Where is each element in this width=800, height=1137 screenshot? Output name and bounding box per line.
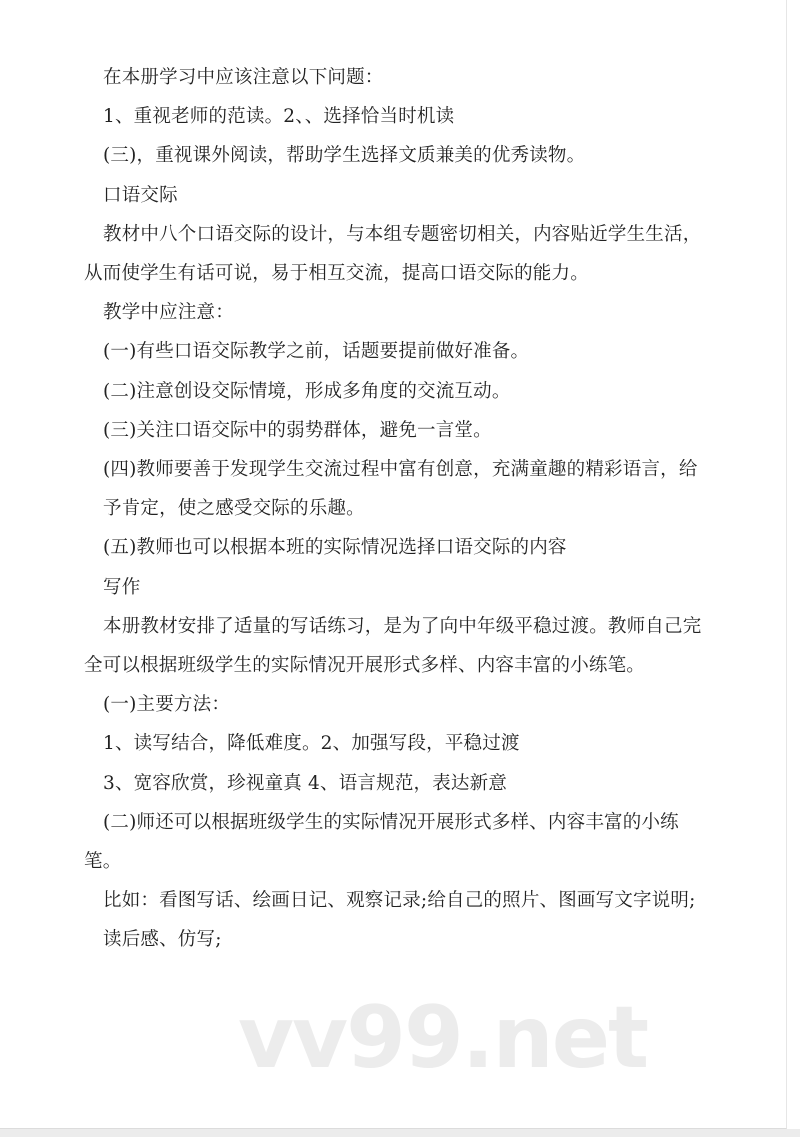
text-line: 1、读写结合，降低难度。2、加强写段，平稳过渡 — [103, 733, 520, 755]
text-line: 口语交际 — [103, 184, 178, 206]
text-line: (二)注意创设交际情境，形成多角度的交流互动。 — [103, 380, 511, 402]
text-line: (二)师还可以根据班级学生的实际情况开展形式多样、内容丰富的小练 — [103, 811, 679, 833]
text-line: (三)关注口语交际中的弱势群体，避免一言堂。 — [103, 419, 492, 441]
text-line: (五)教师也可以根据本班的实际情况选择口语交际的内容 — [103, 537, 567, 559]
text-line: 教材中八个口语交际的设计，与本组专题密切相关，内容贴近学生生活， — [103, 223, 702, 245]
text-line: 从而使学生有话可说，易于相互交流，提高口语交际的能力。 — [84, 263, 589, 284]
text-line: 教学中应注意： — [103, 302, 234, 324]
text-line: (三)，重视课外阅读，帮助学生选择文质兼美的优秀读物。 — [103, 145, 586, 167]
text-line: (四)教师要善于发现学生交流过程中富有创意，充满童趣的精彩语言，给 — [103, 459, 698, 480]
text-line: 比如：看图写话、绘画日记、观察记录;给自己的照片、图画写文字说明; — [103, 890, 696, 912]
text-line: 予肯定，使之感受交际的乐趣。 — [103, 498, 365, 520]
text-line: 笔。 — [84, 851, 122, 872]
page-bottom-edge — [0, 1129, 800, 1137]
text-line: 在本册学习中应该注意以下问题： — [103, 67, 384, 88]
text-line: 本册教材安排了适量的写话练习，是为了向中年级平稳过渡。教师自己完 — [103, 615, 702, 637]
text-line: 读后感、仿写; — [103, 929, 222, 951]
watermark: vv99.net — [238, 988, 648, 1088]
text-line: 1、重视老师的范读。2、、选择恰当时机读 — [103, 106, 455, 128]
text-line: 写作 — [103, 576, 141, 598]
text-line: (一)有些口语交际教学之前，话题要提前做好准备。 — [103, 341, 530, 363]
text-line: 3、宽容欣赏，珍视童真 4、语言规范，表达新意 — [103, 772, 508, 794]
text-line: (一)主要方法： — [103, 694, 231, 716]
text-line: 全可以根据班级学生的实际情况开展形式多样、内容丰富的小练笔。 — [84, 655, 646, 676]
